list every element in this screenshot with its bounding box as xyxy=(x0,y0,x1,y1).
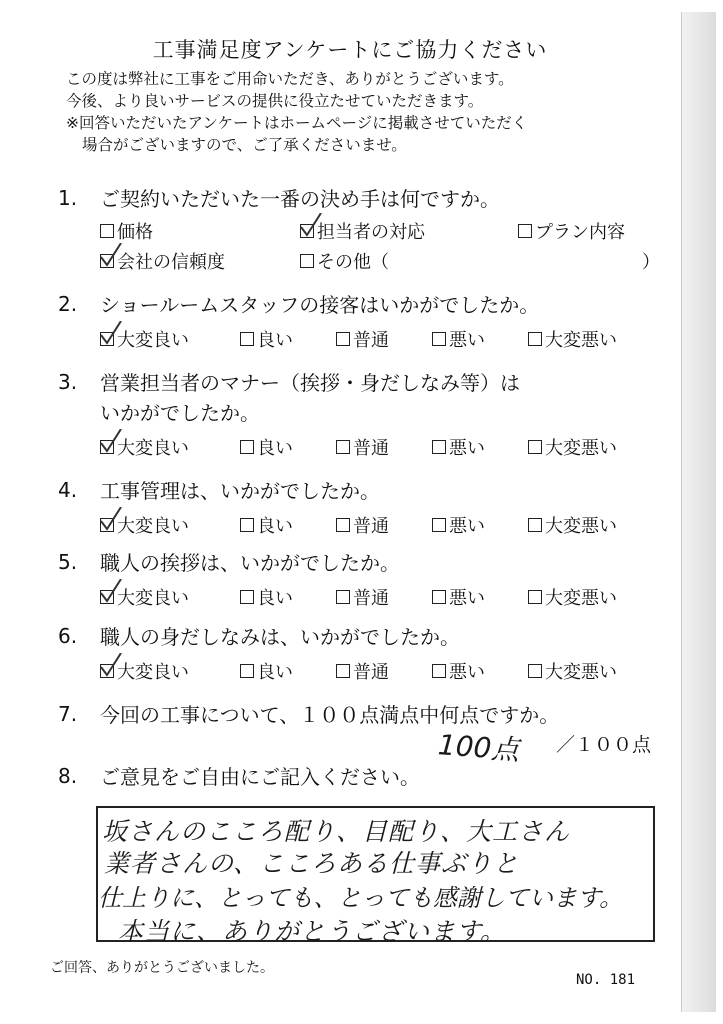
comment-line: 坂さんのこころ配り、目配り、大工さん xyxy=(102,817,571,846)
checkbox[interactable] xyxy=(528,332,542,346)
option-label: 良い xyxy=(257,588,293,609)
checkbox[interactable] xyxy=(336,332,350,346)
option-label: 良い xyxy=(257,438,293,459)
score-suffix: ／１００点 xyxy=(556,734,652,756)
rating-row xyxy=(100,584,668,610)
rating-option[interactable] xyxy=(336,434,432,460)
checkbox[interactable] xyxy=(336,664,350,678)
question-text: 職人の挨拶は、いかがでしたか。 xyxy=(100,551,400,575)
option-label: 悪い xyxy=(449,438,485,459)
checkbox-checked[interactable] xyxy=(100,590,114,604)
rating-option[interactable] xyxy=(432,658,528,684)
form-number: NO. 181 xyxy=(576,972,636,988)
rating-option[interactable] xyxy=(336,512,432,538)
q1-option-trust[interactable] xyxy=(100,248,300,274)
rating-option[interactable] xyxy=(528,434,668,460)
option-label: その他（ xyxy=(317,252,389,273)
checkbox[interactable] xyxy=(336,590,350,604)
rating-row xyxy=(100,658,668,684)
option-label: 大変良い xyxy=(117,438,189,459)
q1-options-row2 xyxy=(100,248,660,274)
option-label: 大変悪い xyxy=(545,330,617,351)
checkbox[interactable] xyxy=(528,664,542,678)
option-label: 大変良い xyxy=(117,330,189,351)
rating-option[interactable] xyxy=(240,326,336,352)
q1-option-staff[interactable] xyxy=(300,218,518,244)
option-label: 大変悪い xyxy=(545,438,617,459)
rating-option[interactable] xyxy=(100,326,240,352)
rating-option[interactable] xyxy=(100,512,240,538)
option-label: 大変良い xyxy=(117,588,189,609)
question-number: 3. xyxy=(58,370,78,394)
option-label: 良い xyxy=(257,662,293,683)
checkbox-checked[interactable] xyxy=(100,332,114,346)
option-label: プラン内容 xyxy=(535,222,625,243)
checkbox[interactable] xyxy=(432,518,446,532)
question-number: 6. xyxy=(58,624,78,648)
option-label: 大変悪い xyxy=(545,662,617,683)
question-number: 5. xyxy=(58,550,78,574)
rating-option[interactable] xyxy=(432,434,528,460)
option-label: 会社の信頼度 xyxy=(117,252,225,273)
rating-option[interactable] xyxy=(100,584,240,610)
question-text: ご意見をご自由にご記入ください。 xyxy=(100,765,420,789)
rating-row xyxy=(100,434,668,460)
option-label: 悪い xyxy=(449,516,485,537)
checkbox[interactable] xyxy=(240,664,254,678)
question-text: 職人の身だしなみは、いかがでしたか。 xyxy=(100,625,460,649)
checkbox[interactable] xyxy=(528,440,542,454)
checkbox[interactable] xyxy=(336,518,350,532)
rating-row xyxy=(100,326,668,352)
option-label: 良い xyxy=(257,516,293,537)
comment-line: 仕上りに、とっても、とっても感謝しています。 xyxy=(98,884,624,912)
option-label: 大変良い xyxy=(117,516,189,537)
rating-option[interactable] xyxy=(240,584,336,610)
checkbox[interactable] xyxy=(240,440,254,454)
page-edge xyxy=(681,12,716,1012)
option-label: 普通 xyxy=(353,588,389,609)
option-label: 悪い xyxy=(449,330,485,351)
rating-option[interactable] xyxy=(432,326,528,352)
checkbox-checked[interactable] xyxy=(100,440,114,454)
checkbox[interactable] xyxy=(518,224,532,238)
checkbox[interactable] xyxy=(432,590,446,604)
checkbox[interactable] xyxy=(240,518,254,532)
checkbox[interactable] xyxy=(528,518,542,532)
rating-option[interactable] xyxy=(100,434,240,460)
q1-option-other[interactable] xyxy=(300,248,660,274)
rating-option[interactable] xyxy=(336,658,432,684)
checkbox[interactable] xyxy=(432,440,446,454)
rating-option[interactable] xyxy=(528,512,668,538)
checkbox-checked[interactable] xyxy=(100,254,114,268)
q1-option-plan[interactable] xyxy=(518,218,625,244)
checkbox[interactable] xyxy=(240,332,254,346)
option-label: 価格 xyxy=(117,222,153,243)
rating-option[interactable] xyxy=(432,584,528,610)
rating-option[interactable] xyxy=(240,434,336,460)
checkbox[interactable] xyxy=(240,590,254,604)
option-label: 良い xyxy=(257,330,293,351)
checkbox[interactable] xyxy=(336,440,350,454)
handwritten-score: 100点 xyxy=(436,728,521,767)
option-label: 担当者の対応 xyxy=(317,222,425,243)
question-number: 7. xyxy=(58,702,78,726)
option-label: 悪い xyxy=(449,588,485,609)
rating-option[interactable] xyxy=(240,658,336,684)
rating-option[interactable] xyxy=(100,658,240,684)
checkbox[interactable] xyxy=(528,590,542,604)
checkbox[interactable] xyxy=(432,332,446,346)
question-text: 今回の工事について、１００点満点中何点ですか。 xyxy=(100,703,560,727)
checkbox-checked[interactable] xyxy=(100,518,114,532)
option-label: 普通 xyxy=(353,516,389,537)
page-title: 工事満足度アンケートにご協力ください xyxy=(152,38,548,62)
question-number: 1. xyxy=(58,186,78,210)
option-label: 大変悪い xyxy=(545,516,617,537)
rating-option[interactable] xyxy=(528,658,668,684)
option-label: 普通 xyxy=(353,662,389,683)
rating-option[interactable] xyxy=(336,584,432,610)
rating-option[interactable] xyxy=(432,512,528,538)
option-label: 悪い xyxy=(449,662,485,683)
q1-option-price[interactable] xyxy=(100,218,300,244)
question-number: 8. xyxy=(58,764,78,788)
rating-option[interactable] xyxy=(528,326,668,352)
intro-text xyxy=(66,68,666,156)
question-text: 営業担当者のマナー（挨拶・身だしなみ等）は xyxy=(100,371,520,395)
checkbox[interactable] xyxy=(300,254,314,268)
score-field[interactable] xyxy=(438,726,668,766)
rating-option[interactable] xyxy=(528,584,668,610)
q1-options-row1 xyxy=(100,218,625,244)
comment-box[interactable] xyxy=(96,806,655,946)
checkbox[interactable] xyxy=(100,224,114,238)
option-label: 普通 xyxy=(353,438,389,459)
rating-option[interactable] xyxy=(240,512,336,538)
intro-line: ※回答いただいたアンケートはホームページに掲載させていただく xyxy=(66,114,528,132)
question-text: 工事管理は、いかがでしたか。 xyxy=(100,479,380,503)
checkbox[interactable] xyxy=(432,664,446,678)
comment-line: 本当に、ありがとうございます。 xyxy=(118,917,507,946)
option-label: 普通 xyxy=(353,330,389,351)
footer-thanks: ご回答、ありがとうございました。 xyxy=(50,960,274,976)
comment-line: 業者さんの、こころある仕事ぶりと xyxy=(104,849,520,878)
rating-option[interactable] xyxy=(336,326,432,352)
intro-line: この度は弊社に工事をご用命いただき、ありがとうございます。 xyxy=(66,70,514,88)
option-label: 大変悪い xyxy=(545,588,617,609)
question-text-line2: いかがでしたか。 xyxy=(100,401,260,425)
question-number: 4. xyxy=(58,478,78,502)
checkbox-checked[interactable] xyxy=(300,224,314,238)
option-label: 大変良い xyxy=(117,662,189,683)
intro-line: 場合がございますので、ご了承くださいませ。 xyxy=(82,136,407,154)
question-number: 2. xyxy=(58,292,78,316)
question-text: ショールームスタッフの接客はいかがでしたか。 xyxy=(100,293,540,317)
option-label-close: ） xyxy=(642,252,660,273)
intro-line: 今後、より良いサービスの提供に役立たせていただきます。 xyxy=(66,92,484,110)
question-text: ご契約いただいた一番の決め手は何ですか。 xyxy=(100,187,500,211)
checkbox-checked[interactable] xyxy=(100,664,114,678)
rating-row xyxy=(100,512,668,538)
